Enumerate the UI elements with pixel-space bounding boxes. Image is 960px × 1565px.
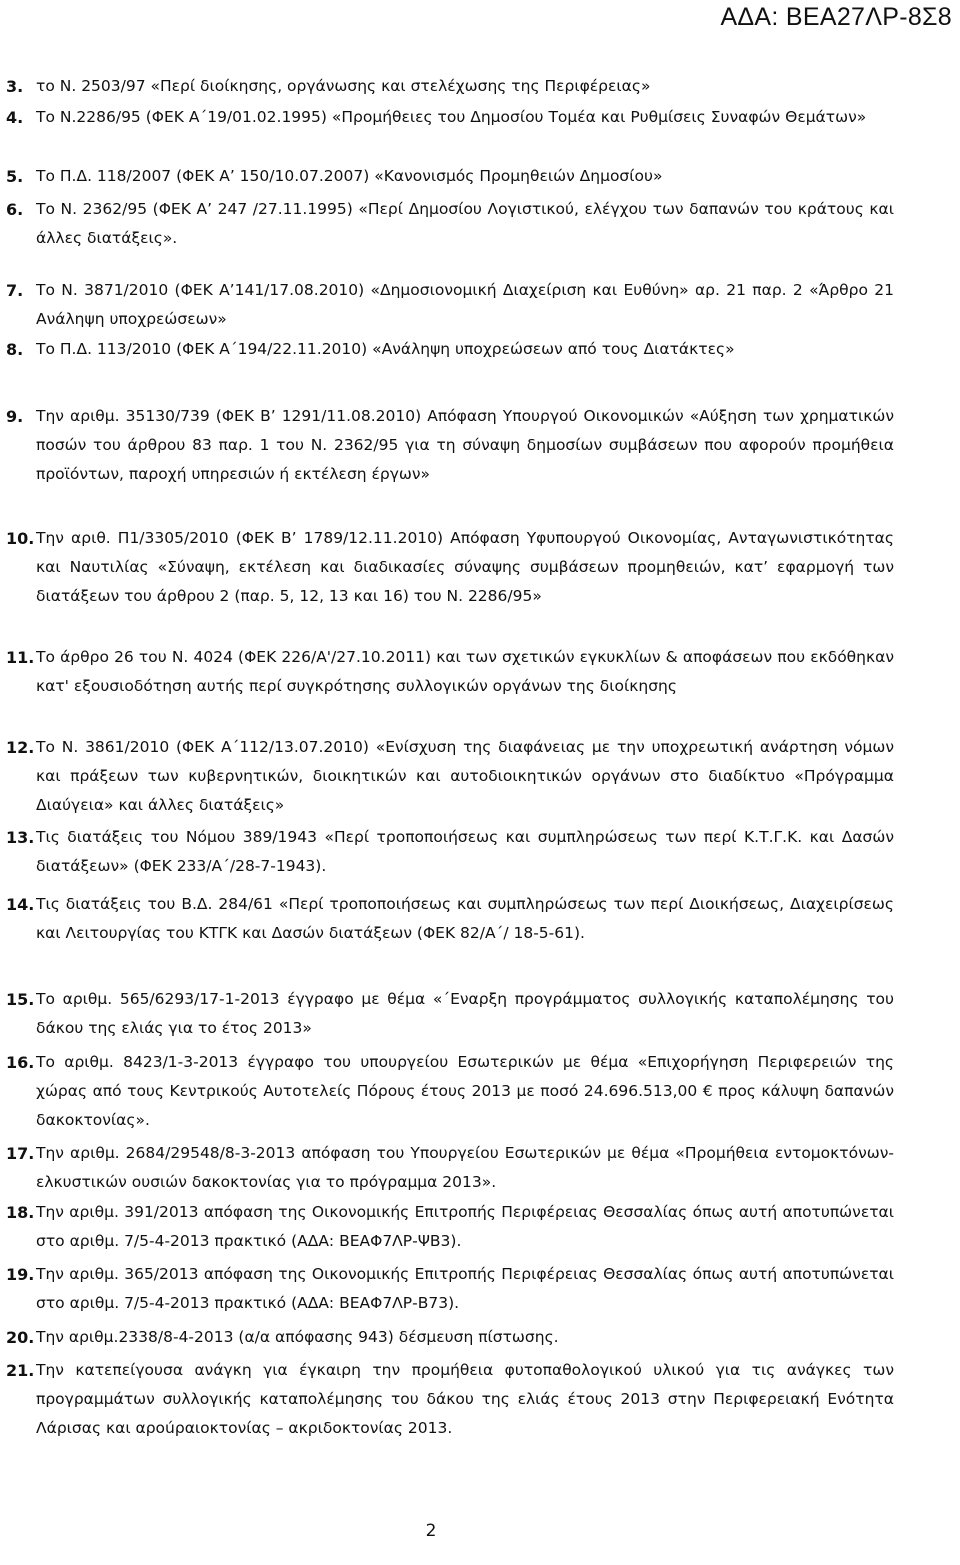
list-item-number: 20. xyxy=(6,1328,35,1347)
list-item-text: Το Π.Δ. 113/2010 (ΦΕΚ Α΄194/22.11.2010) «Ανάληψη υποχρεώσεων από τους Διατάκτες» xyxy=(36,340,735,358)
list-item-number: 4. xyxy=(6,108,24,127)
list-item-text: Το αριθμ. 8423/1-3-2013 έγγραφο του υπουργείου Εσωτερικών με θέμα «Επιχορήγηση Περιφερειών της χώρας από τους Κεντρικούς Αυτοτελείς Πόρους έτους 2013 με ποσό 24.696.513,00 € προς κάλυψη δαπανών δακοκτονίας». xyxy=(36,1053,894,1129)
list-item-text: Το Ν.2286/95 (ΦΕΚ Α΄19/01.02.1995) «Προμήθειες του Δημοσίου Τομέα και Ρυθμίσεις Συναφών Θεμάτων» xyxy=(36,108,867,126)
page-number: 2 xyxy=(425,1521,437,1541)
list-item-number: 3. xyxy=(6,77,24,96)
list-item-number: 18. xyxy=(6,1203,35,1222)
ada-code-header: ΑΔΑ: ΒΕΑ27ΛΡ-8Σ8 xyxy=(720,3,952,31)
list-item-text: Την αριθ. Π1/3305/2010 (ΦΕΚ Β’ 1789/12.11.2010) Απόφαση Υφυπουργού Οικονομίας, Ανταγωνιστικότητας και Ναυτιλίας «Σύναψη, εκτέλεση και διαδικασίες σύναψης συμβάσεων προμηθειών, κατ’ εφαρμογή των διατάξεων του άρθρου 2 (παρ. 5, 12, 13 και 16) του Ν. 2286/95» xyxy=(36,529,894,605)
list-item-number: 10. xyxy=(6,529,35,548)
list-item-text: Το Π.Δ. 118/2007 (ΦΕΚ Α’ 150/10.07.2007) «Κανονισμός Προμηθειών Δημοσίου» xyxy=(36,167,663,185)
list-item-text: Την αριθμ. 2684/29548/8-3-2013 απόφαση του Υπουργείου Εσωτερικών με θέμα «Προμήθεια εντομοκτόνων- ελκυστικών ουσιών δακοκτονίας για το πρόγραμμα 2013». xyxy=(36,1144,894,1191)
list-item-text: Την αριθμ. 35130/739 (ΦΕΚ Β’ 1291/11.08.2010) Απόφαση Υπουργού Οικονομικών «Αύξηση των χρηματικών ποσών του άρθρου 83 παρ. 1 του Ν. 2362/95 για τη σύναψη δημοσίων συμβάσεων που αφορούν προμήθεια προϊόντων, παροχή υπηρεσιών ή εκτέλεση έργων» xyxy=(36,407,894,483)
list-item-text: Τις διατάξεις του Νόμου 389/1943 «Περί τροποποιήσεως και συμπληρώσεως των περί Κ.Τ.Γ.Κ. και Δασών διατάξεων» (ΦΕΚ 233/Α΄/28-7-1943). xyxy=(36,828,894,875)
list-item-number: 17. xyxy=(6,1144,35,1163)
list-item-number: 9. xyxy=(6,407,24,426)
list-item-number: 5. xyxy=(6,167,24,186)
list-item-text: Το αριθμ. 565/6293/17-1-2013 έγγραφο με θέμα «΄Εναρξη προγράμματος συλλογικής καταπολέμησης του δάκου της ελιάς για το έτος 2013» xyxy=(36,990,894,1037)
list-item-number: 13. xyxy=(6,828,35,847)
list-item-text: Το Ν. 2362/95 (ΦΕΚ Α’ 247 /27.11.1995) «Περί Δημοσίου Λογιστικού, ελέγχου των δαπανών του κράτους και άλλες διατάξεις». xyxy=(36,200,894,247)
list-item-text: Την αριθμ. 365/2013 απόφαση της Οικονομικής Επιτροπής Περιφέρειας Θεσσαλίας όπως αυτή αποτυπώνεται στο αριθμ. 7/5-4-2013 πρακτικό (ΑΔΑ: ΒΕΑΦ7ΛΡ-Β73). xyxy=(36,1265,894,1312)
list-item-text: Το Ν. 3871/2010 (ΦΕΚ Α’141/17.08.2010) «Δημοσιονομική Διαχείριση και Ευθύνη» αρ. 21 παρ. 2 «Άρθρο 21 Ανάληψη υποχρεώσεων» xyxy=(36,281,894,328)
list-item-text: Την κατεπείγουσα ανάγκη για έγκαιρη την προμήθεια φυτοπαθολογικού υλικού για τις ανάγκες των προγραμμάτων συλλογικής καταπολέμησης του δάκου της ελιάς έτους 2013 στην Περιφερειακή Ενότητα Λάρισας και αροúραιοκτονίας – ακριδοκτονίας 2013. xyxy=(36,1361,894,1437)
list-item-number: 7. xyxy=(6,281,24,300)
list-item-number: 8. xyxy=(6,340,24,359)
list-item-number: 21. xyxy=(6,1361,35,1380)
list-item-number: 6. xyxy=(6,200,24,219)
list-item-text: Την αριθμ.2338/8-4-2013 (α/α απόφασης 943) δέσμευση πίστωσης. xyxy=(36,1328,559,1346)
list-item-text: Το άρθρο 26 του Ν. 4024 (ΦΕΚ 226/Α'/27.10.2011) και των σχετικών εγκυκλίων & αποφάσεων που εκδόθηκαν κατ' εξουσιοδότηση αυτής περί συγκρότησης συλλογικών οργάνων της διοίκησης xyxy=(36,648,894,695)
list-item-text: το Ν. 2503/97 «Περί διοίκησης, οργάνωσης και στελέχωσης της Περιφέρειας» xyxy=(36,77,651,95)
list-item-text: Τις διατάξεις του Β.Δ. 284/61 «Περί τροποποιήσεως και συμπληρώσεως των περί Διοικήσεως, Διαχειρίσεως και Λειτουργίας του ΚΤΓΚ και Δασών διατάξεων (ΦΕΚ 82/Α΄/ 18-5-61). xyxy=(36,895,894,942)
list-item-text: Το Ν. 3861/2010 (ΦΕΚ Α΄112/13.07.2010) «Ενίσχυση της διαφάνειας με την υποχρεωτική ανάρτηση νόμων και πράξεων των κυβερνητικών, διοικητικών και αυτοδιοικητικών οργάνων στο διαδίκτυο «Πρόγραμμα Διαύγεια» και άλλες διατάξεις» xyxy=(36,738,894,814)
list-item-number: 16. xyxy=(6,1053,35,1072)
list-item-number: 14. xyxy=(6,895,35,914)
list-item-number: 12. xyxy=(6,738,35,757)
list-item-number: 19. xyxy=(6,1265,35,1284)
list-item-text: Την αριθμ. 391/2013 απόφαση της Οικονομικής Επιτροπής Περιφέρειας Θεσσαλίας όπως αυτή αποτυπώνεται στο αριθμ. 7/5-4-2013 πρακτικό (ΑΔΑ: ΒΕΑΦ7ΛΡ-ΨΒ3). xyxy=(36,1203,894,1250)
list-item-number: 15. xyxy=(6,990,35,1009)
list-item-number: 11. xyxy=(6,648,35,667)
